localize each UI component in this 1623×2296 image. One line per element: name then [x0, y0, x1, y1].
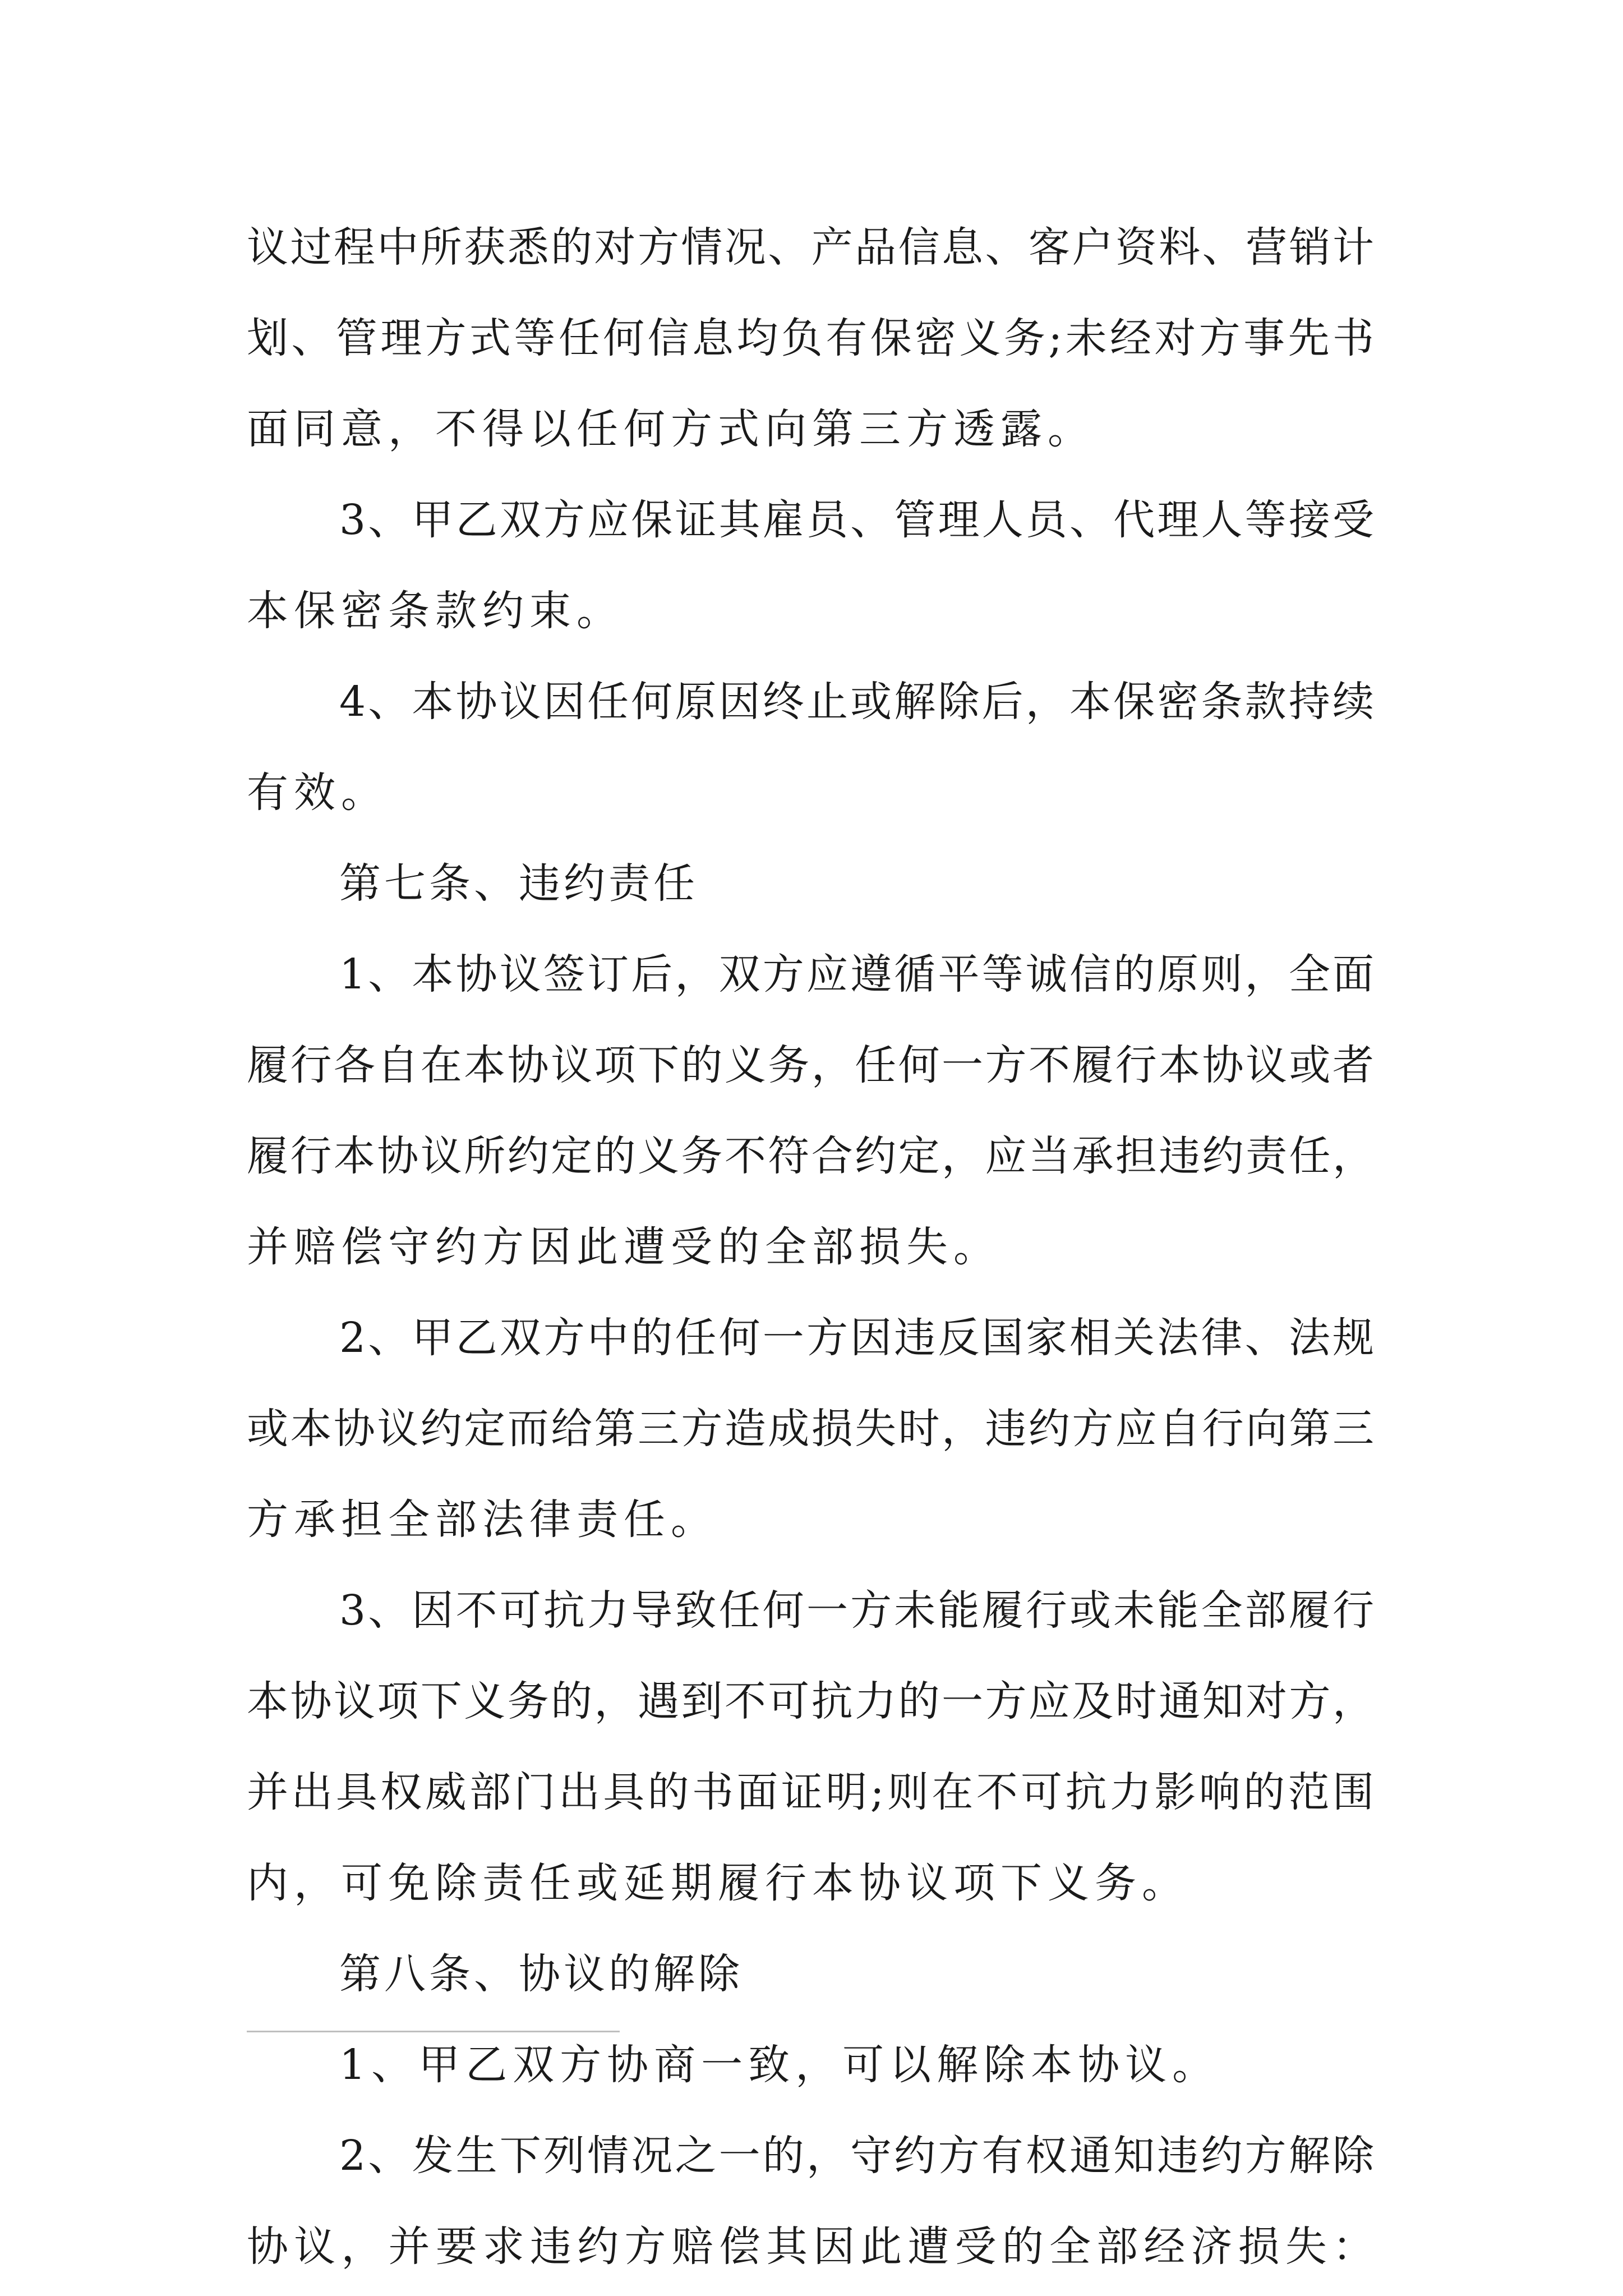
text-line: 3、因不可抗力导致任何一方未能履行或未能全部履行: [339, 1586, 1374, 1635]
section-heading: 第八条、协议的解除: [339, 1950, 743, 1998]
text-line: 履行本协议所约定的义务不符合约定，应当承担违约责任，: [247, 1132, 1374, 1180]
text-line: 面同意，不得以任何方式向第三方透露。: [247, 405, 1095, 453]
text-line: 1、甲乙双方协商一致，可以解除本协议。: [339, 2041, 1220, 2089]
text-line: 协议，并要求违约方赔偿其因此遭受的全部经济损失：: [247, 2223, 1374, 2271]
text-line: 2、甲乙双方中的任何一方因违反国家相关法律、法规: [339, 1314, 1374, 1362]
text-line: 4、本协议因任何原因终止或解除后，本保密条款持续: [339, 678, 1374, 726]
text-line: 划、管理方式等任何信息均负有保密义务;未经对方事先书: [247, 314, 1374, 362]
text-line: 议过程中所获悉的对方情况、产品信息、客户资料、营销计: [247, 223, 1374, 272]
text-line: 3、甲乙双方应保证其雇员、管理人员、代理人等接受: [339, 496, 1374, 544]
text-line: 方承担全部法律责任。: [247, 1496, 718, 1544]
text-line: 或本协议约定而给第三方造成损失时，违约方应自行向第三: [247, 1405, 1374, 1453]
footnote-separator: [247, 2031, 620, 2032]
text-line: 内，可免除责任或延期履行本协议项下义务。: [247, 1859, 1189, 1907]
text-line: 有效。: [247, 769, 388, 817]
text-line: 本协议项下义务的，遇到不可抗力的一方应及时通知对方，: [247, 1677, 1374, 1726]
text-line: 并出具权威部门出具的书面证明;则在不可抗力影响的范围: [247, 1768, 1374, 1816]
text-line: 1、本协议签订后，双方应遵循平等诚信的原则，全面: [339, 950, 1374, 999]
text-line: 履行各自在本协议项下的义务，任何一方不履行本协议或者: [247, 1041, 1374, 1089]
text-line: 并赔偿守约方因此遭受的全部损失。: [247, 1223, 1000, 1271]
text-line: 2、发生下列情况之一的，守约方有权通知违约方解除: [339, 2132, 1374, 2180]
text-line: 本保密条款约束。: [247, 587, 624, 635]
body-text: [247, 202, 1374, 2292]
section-heading: 第七条、违约责任: [339, 859, 698, 908]
